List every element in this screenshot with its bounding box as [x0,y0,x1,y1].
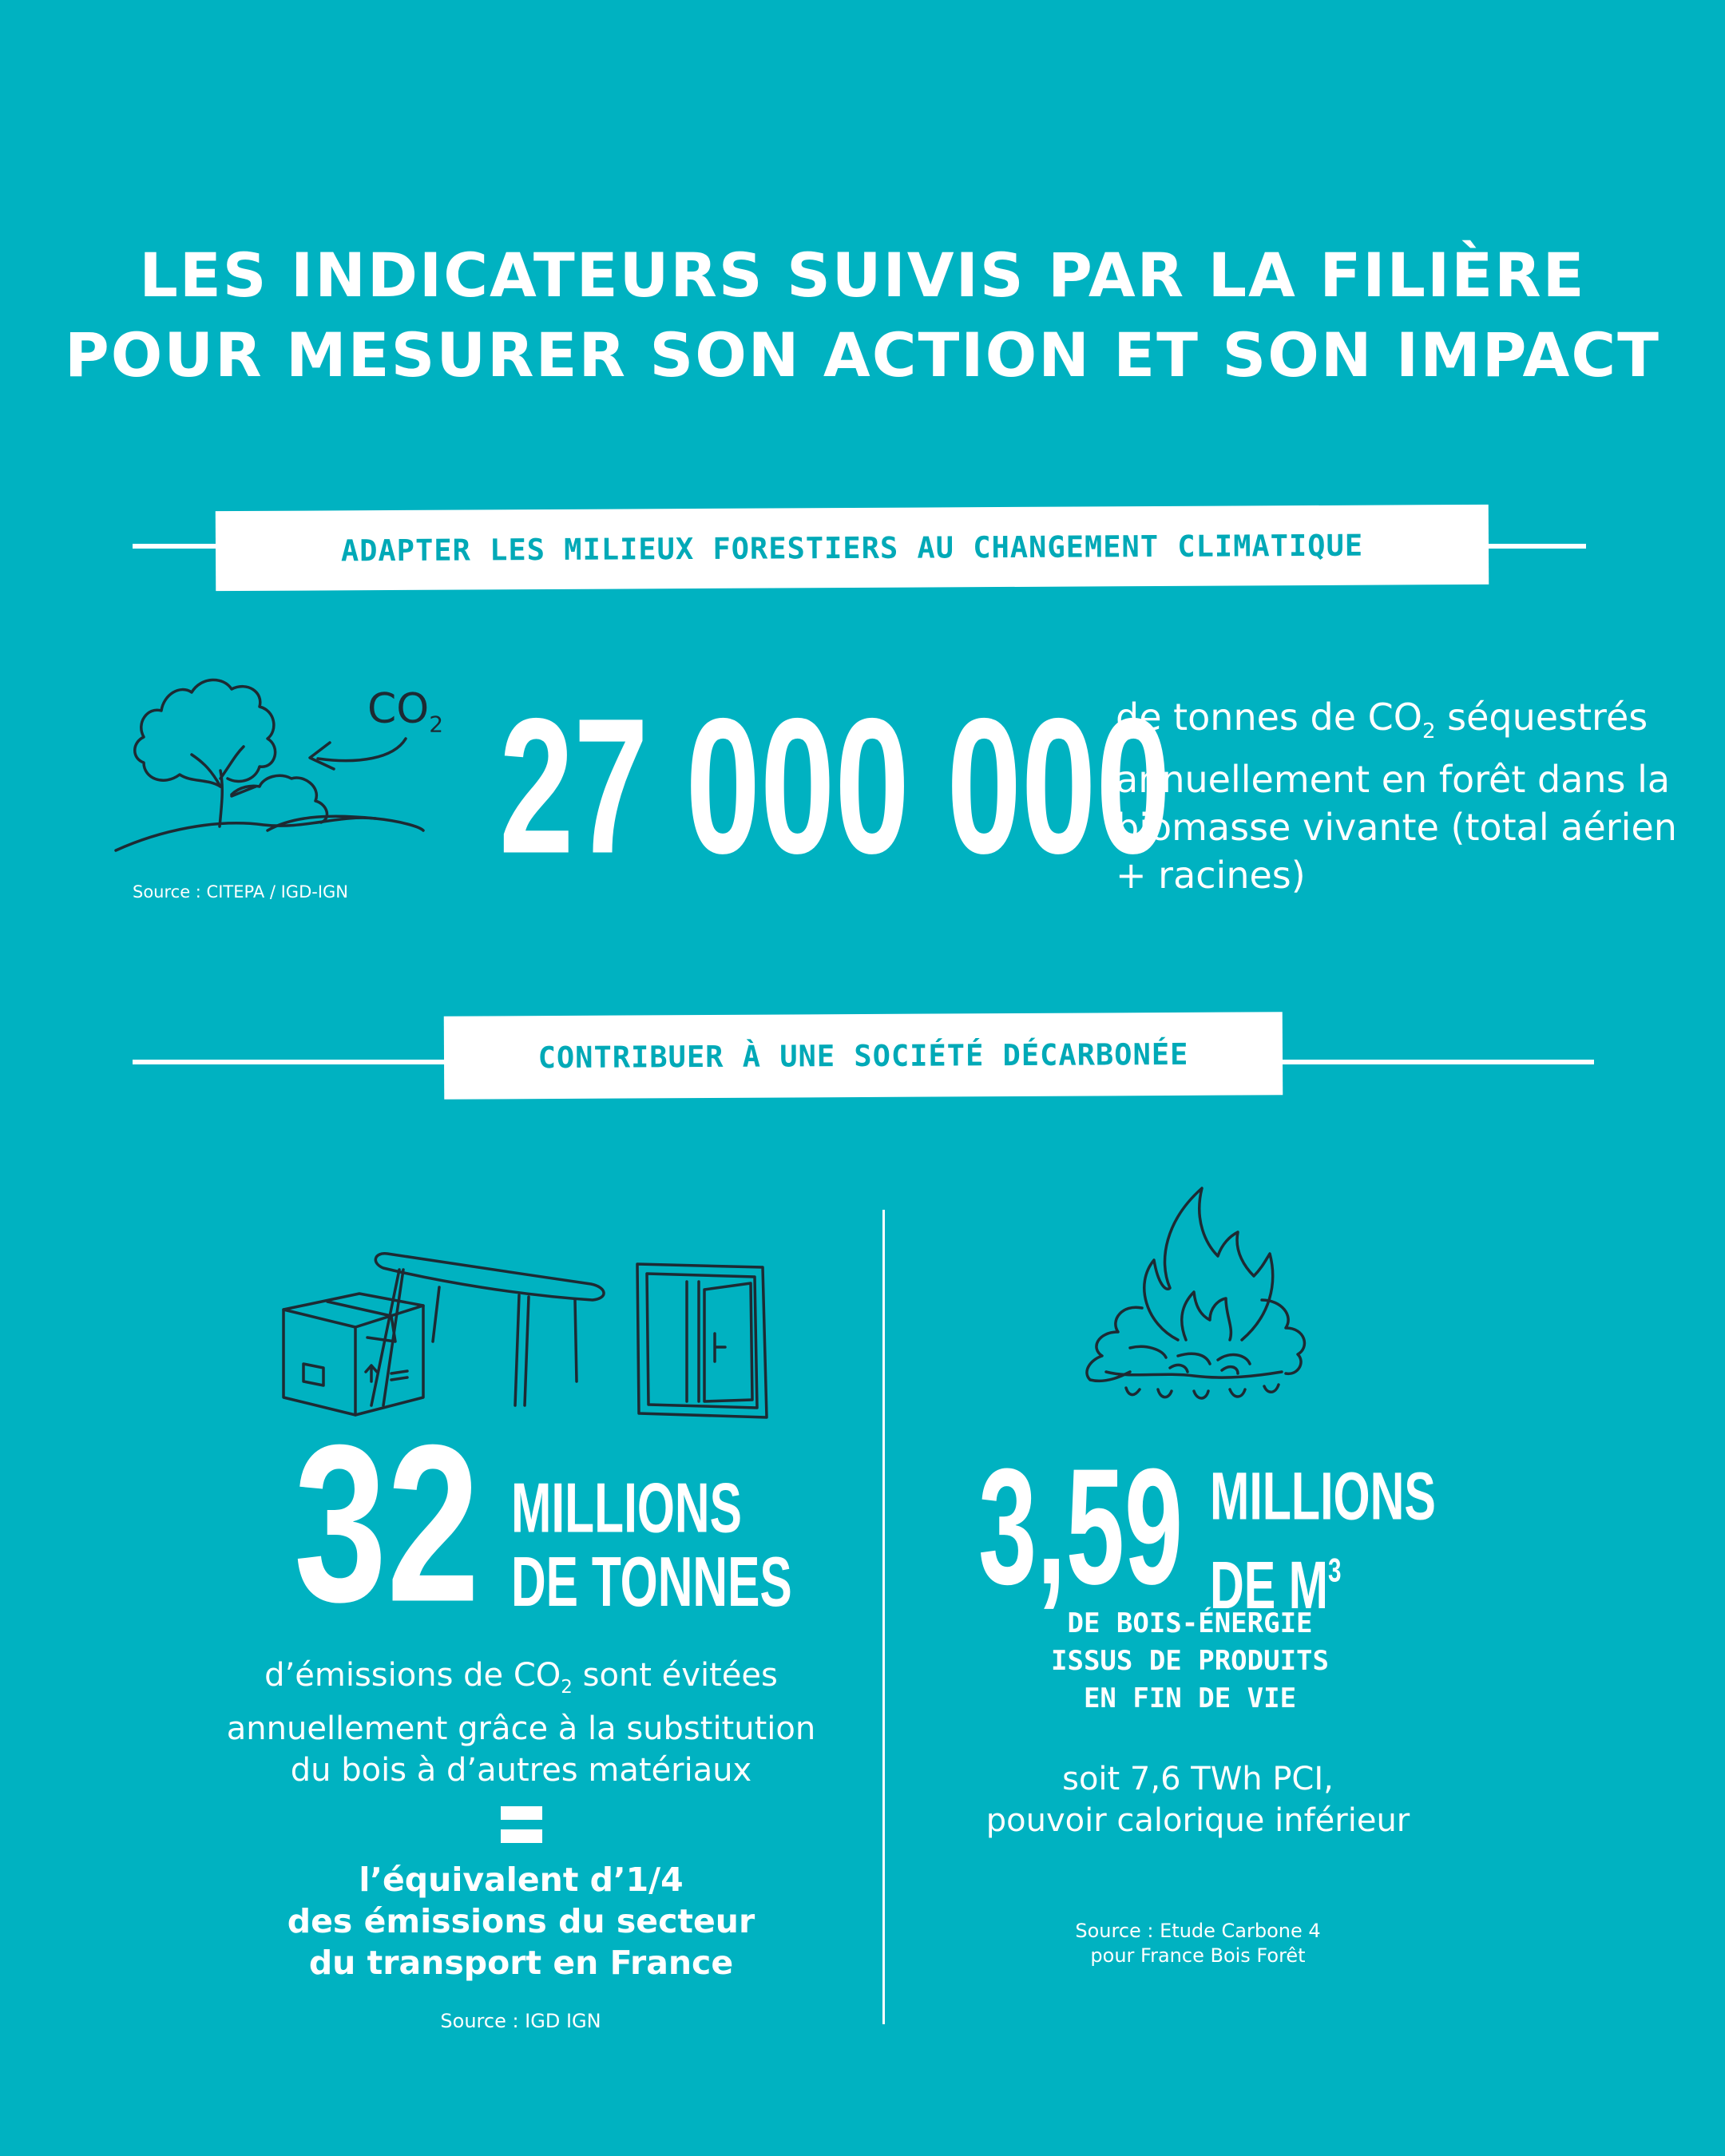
right-desc-line-1: soit 7,6 TWh PCI, [1062,1761,1334,1797]
right-source-line-2: pour France Bois Forêt [1090,1944,1306,1967]
section1-desc-line-1: de tonnes de $CO_2$ séquestrés [1116,696,1648,744]
section2-rule-right [1279,1060,1594,1064]
left-unit-line-2: DE TONNES [511,1542,792,1621]
section1-desc-line-4: + racines) [1116,854,1306,898]
title-line-1: LES INDICATEURS SUIVIS PAR LA FILIÈRE [139,240,1586,311]
right-sub-line-1: DE BOIS-ÉNERGIE [1067,1607,1313,1639]
left-equiv-line-3: du transport en France [308,1944,734,1982]
section1-rule-right [1487,544,1586,549]
left-equiv-line-1: l’équivalent d’1/4 [359,1861,684,1899]
fire-icon [1066,1180,1330,1412]
right-value: 3,59 [978,1433,1184,1619]
left-description [184,1655,859,1791]
column-divider [882,1210,885,2024]
left-desc-line-3: du bois à d’autres matériaux [290,1752,752,1789]
section2-banner [444,1012,1283,1099]
section1-banner-label: ADAPTER LES MILIEUX FORESTIERS AU CHANGEMENT CLIMATIQUE [340,528,1364,568]
left-unit [511,1468,792,1621]
left-desc-line-2: annuellement grâce à la substitution [226,1710,816,1747]
table-icon [359,1246,615,1421]
page-title [0,236,1725,395]
right-desc-line-2: pouvoir calorique inférieur [985,1802,1410,1839]
section1-source: Source : CITEPA / IGD-IGN [133,882,349,902]
left-source: Source : IGD IGN [440,2010,601,2032]
right-source-line-1: Source : Etude Carbone 4 [1075,1920,1321,1942]
right-unit-line-2: DE $M^3$ [1210,1548,1342,1623]
right-sub-line-3: EN FIN DE VIE [1083,1682,1297,1714]
title-line-2: POUR MESURER SON ACTION ET SON IMPACT [65,319,1660,390]
left-value: 32 [294,1398,480,1649]
section1-rule-left [133,544,220,549]
right-description [926,1758,1469,1841]
left-equivalent [184,1859,859,1984]
left-desc-line-1: d’émissions de $CO_2$ sont évitées [264,1657,778,1698]
section1-desc-line-3: biomasse vivante (total aérien [1116,806,1677,850]
section2-rule-left [133,1060,448,1064]
left-equiv-line-2: des émissions du secteur [287,1902,755,1940]
section1-description [1116,693,1707,899]
section1-desc-line-2: annuellement en forêt dans la [1116,758,1671,802]
section1-value: 27 000 000 [499,678,1171,894]
left-unit-line-1: MILLIONS [511,1468,742,1548]
right-subtitle [958,1605,1422,1718]
section1-banner [216,505,1489,591]
right-sub-line-2: ISSUS DE PRODUITS [1051,1645,1329,1677]
right-source [998,1919,1398,1968]
window-icon [631,1258,771,1421]
co2-label: $CO_2$ [367,685,444,738]
right-unit [1210,1460,1436,1623]
equals-sign [501,1806,542,1843]
section2-banner-label: CONTRIBUER À UNE SOCIÉTÉ DÉCARBONÉE [537,1036,1189,1075]
right-unit-line-1: MILLIONS [1210,1458,1436,1534]
